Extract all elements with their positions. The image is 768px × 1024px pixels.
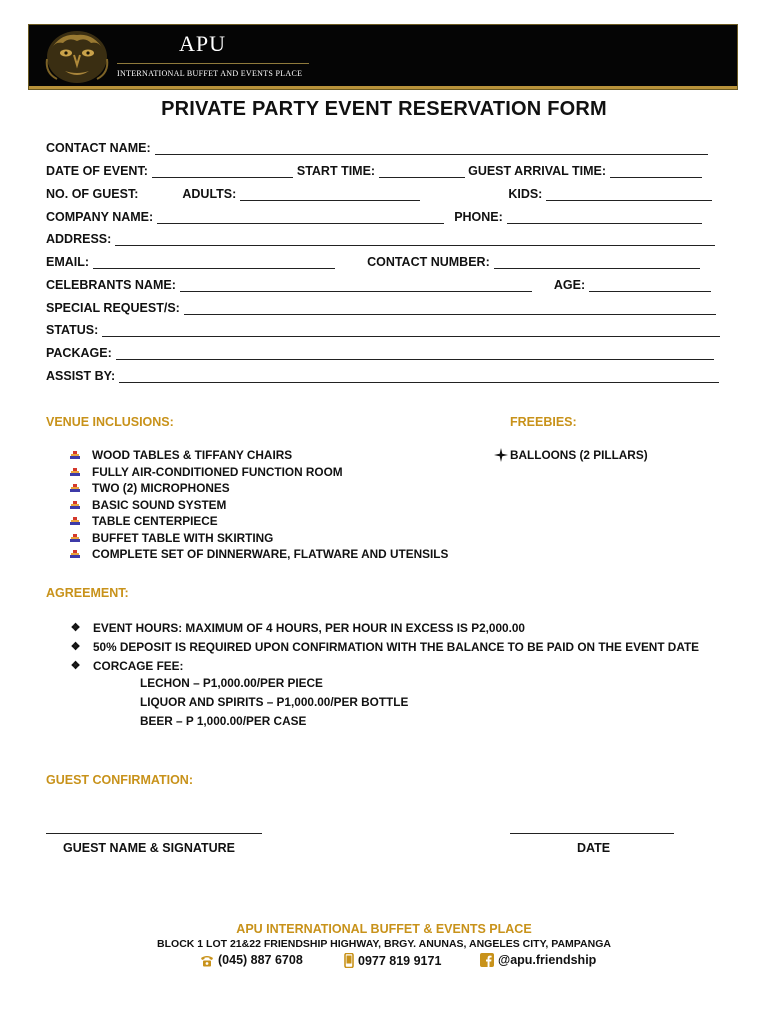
company-name-field[interactable] [157, 213, 444, 224]
list-bullet-icon [70, 483, 80, 493]
agreement-list [70, 618, 699, 675]
agreement-heading: AGREEMENT: [46, 586, 129, 600]
no-of-guest-label: NO. OF GUEST: [46, 187, 139, 201]
list-item: ❖ 50% DEPOSIT IS REQUIRED UPON CONFIRMATION WITH THE BALANCE TO BE PAID ON THE EVENT DATE [70, 639, 700, 654]
guest-signature-field[interactable] [46, 833, 262, 834]
address-field[interactable] [115, 235, 715, 246]
contact-name-row [46, 141, 708, 155]
facebook-handle: @apu.friendship [498, 953, 597, 967]
assist-by-label: ASSIST BY: [46, 369, 116, 383]
package-label: PACKAGE: [46, 346, 112, 360]
special-requests-label: SPECIAL REQUEST/S: [46, 301, 180, 315]
four-point-star-icon [494, 448, 508, 462]
date-signature-field[interactable] [510, 833, 674, 834]
freebies-heading: FREEBIES: [510, 415, 577, 429]
adults-field[interactable] [240, 190, 420, 201]
special-requests-row [46, 301, 716, 315]
kids-label: KIDS: [508, 187, 543, 201]
list-item: ❖ CORCAGE FEE: [70, 658, 184, 673]
guest-arrival-time-label: GUEST ARRIVAL TIME: [468, 164, 607, 178]
mask-logo-icon [41, 29, 113, 85]
address-row [46, 232, 715, 246]
list-item: LIQUOR AND SPIRITS – P1,000.00/PER BOTTLE [140, 695, 409, 709]
age-label: AGE: [553, 278, 586, 292]
corkage-list [140, 676, 408, 733]
age-field[interactable] [589, 281, 711, 292]
celebrants-name-label: CELEBRANTS NAME: [46, 278, 176, 292]
list-item: TABLE CENTERPIECE [70, 513, 448, 530]
package-row [46, 346, 714, 360]
list-bullet-icon [70, 450, 80, 460]
special-requests-field[interactable] [184, 304, 716, 315]
list-item: LECHON – P1,000.00/PER PIECE [140, 676, 323, 690]
status-label: STATUS: [46, 323, 99, 337]
guest-confirmation-heading: GUEST CONFIRMATION: [46, 773, 193, 787]
list-item: TWO (2) MICROPHONES [70, 480, 448, 497]
email-field[interactable] [93, 258, 335, 269]
date-signature-label: DATE [577, 841, 611, 855]
list-bullet-icon [70, 500, 80, 510]
contact-number-field[interactable] [494, 258, 700, 269]
footer-address: BLOCK 1 LOT 21&22 FRIENDSHIP HIGHWAY, BRGY. ANUNAS, ANGELES CITY, PAMPANGA [157, 938, 611, 950]
venue-inclusions-list [70, 447, 448, 563]
diamond-bullet-icon: ❖ [70, 622, 81, 634]
date-of-event-row [46, 164, 702, 178]
facebook-icon [480, 953, 494, 967]
footer-mobile [344, 953, 441, 968]
company-name-label: COMPANY NAME: [46, 210, 154, 224]
telephone-icon [200, 954, 214, 967]
adults-label: ADULTS: [182, 187, 237, 201]
list-item: BALLOONS (2 PILLARS) [510, 448, 648, 462]
status-row [46, 323, 720, 337]
guest-arrival-time-field[interactable] [610, 167, 702, 178]
date-of-event-label: DATE OF EVENT: [46, 164, 148, 178]
status-field[interactable] [102, 326, 720, 337]
brand-subtitle: INTERNATIONAL BUFFET AND EVENTS PLACE [117, 69, 303, 78]
diamond-bullet-icon: ❖ [70, 641, 81, 653]
landline-number: (045) 887 6708 [218, 953, 303, 967]
mobile-phone-icon [344, 953, 354, 968]
list-bullet-icon [70, 533, 80, 543]
list-item: BUFFET TABLE WITH SKIRTING [70, 530, 448, 547]
contact-number-label: CONTACT NUMBER: [367, 255, 490, 269]
start-time-label: START TIME: [296, 164, 376, 178]
venue-inclusions-heading: VENUE INCLUSIONS: [46, 415, 174, 429]
header-banner [28, 24, 738, 90]
start-time-field[interactable] [379, 167, 465, 178]
email-label: EMAIL: [46, 255, 90, 269]
form-title: PRIVATE PARTY EVENT RESERVATION FORM [161, 98, 607, 120]
mobile-number: 0977 819 9171 [358, 953, 442, 968]
date-of-event-field[interactable] [152, 167, 293, 178]
footer-facebook[interactable] [480, 953, 596, 967]
list-item: ❖ EVENT HOURS: MAXIMUM OF 4 HOURS, PER HOUR IN EXCESS IS P2,000.00 [70, 620, 525, 635]
list-item: COMPLETE SET OF DINNERWARE, FLATWARE AND UTENSILS [70, 546, 448, 563]
diamond-bullet-icon: ❖ [70, 660, 81, 672]
address-label: ADDRESS: [46, 232, 112, 246]
email-row [46, 255, 700, 269]
list-bullet-icon [70, 516, 80, 526]
list-item: BEER – P 1,000.00/PER CASE [140, 714, 307, 728]
company-name-row [46, 210, 702, 224]
footer-landline [200, 953, 303, 967]
kids-field[interactable] [546, 190, 712, 201]
celebrants-name-field[interactable] [180, 281, 532, 292]
phone-field[interactable] [507, 213, 702, 224]
contact-name-field[interactable] [155, 144, 708, 155]
package-field[interactable] [116, 349, 714, 360]
guest-signature-label: GUEST NAME & SIGNATURE [63, 841, 235, 855]
brand-divider [117, 63, 309, 64]
brand-name: APU [179, 31, 227, 56]
assist-by-field[interactable] [119, 372, 719, 383]
list-bullet-icon [70, 549, 80, 559]
list-bullet-icon [70, 467, 80, 477]
banner-gold-line [29, 86, 737, 89]
footer-business-name: APU INTERNATIONAL BUFFET & EVENTS PLACE [236, 922, 532, 936]
no-of-guest-row [46, 187, 712, 201]
list-item: WOOD TABLES & TIFFANY CHAIRS [70, 447, 448, 464]
freebies-list [494, 448, 648, 462]
list-item: FULLY AIR-CONDITIONED FUNCTION ROOM [70, 464, 448, 481]
celebrants-name-row [46, 278, 711, 292]
assist-by-row [46, 369, 719, 383]
phone-label: PHONE: [454, 210, 503, 224]
contact-name-label: CONTACT NAME: [46, 141, 151, 155]
list-item: BASIC SOUND SYSTEM [70, 497, 448, 514]
